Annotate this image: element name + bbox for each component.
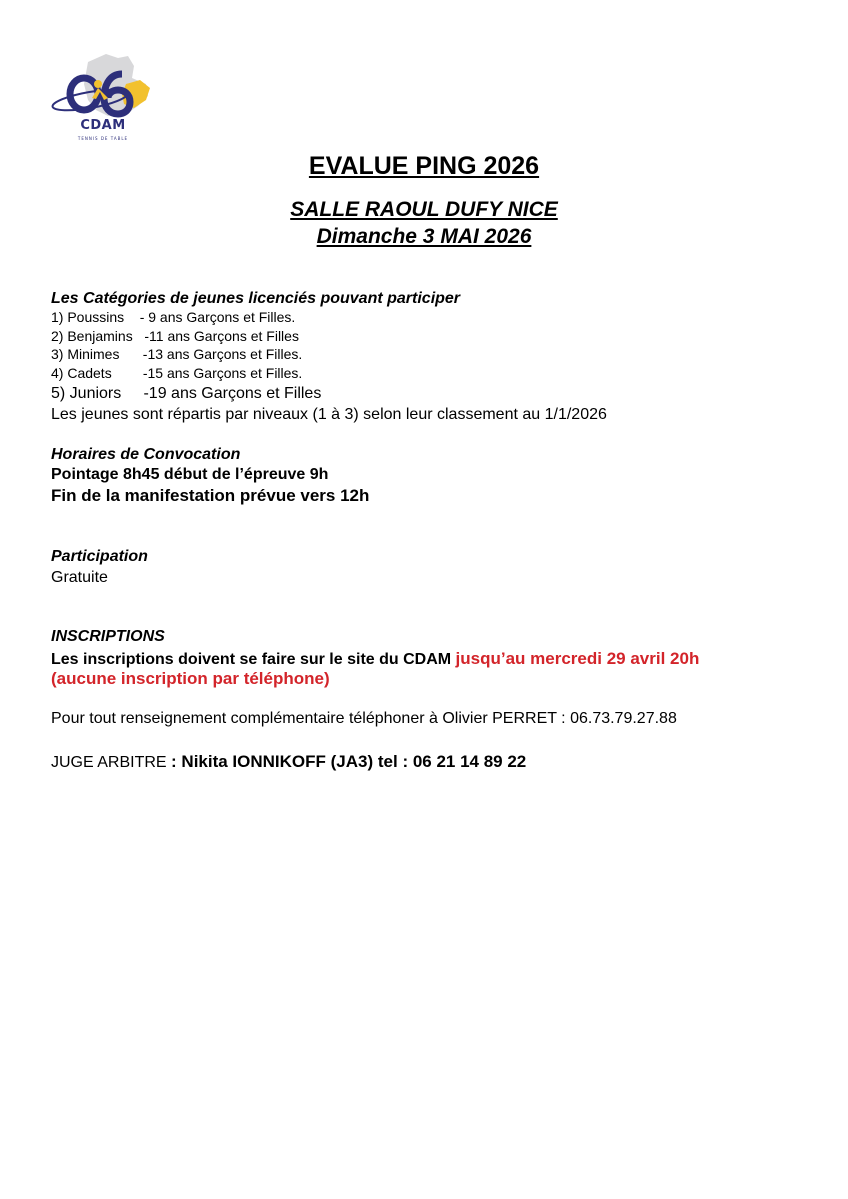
inscriptions-no-phone: (aucune inscription par téléphone) [51,669,330,688]
logo-subtitle: TENNIS DE TABLE [77,136,129,141]
inscriptions-line [51,649,699,669]
inscriptions-text: Les inscriptions doivent se faire sur le site du CDAM [51,651,456,668]
category-item: 4) Cadets -15 ans Garçons et Filles. [51,365,303,381]
schedule-end: Fin de la manifestation prévue vers 12h [51,486,370,505]
categories-note: Les jeunes sont répartis par niveaux (1 à 3) selon leur classement au 1/1/2026 [51,406,607,423]
document-title: EVALUE PING 2026 [308,152,540,180]
category-item: 3) Minimes -13 ans Garçons et Filles. [51,346,303,362]
logo-name: CDAM [80,118,126,133]
category-item: 2) Benjamins -11 ans Garçons et Filles [51,328,299,344]
referee-line [51,752,526,772]
participation-value: Gratuite [51,569,108,586]
participation-heading: Participation [51,548,148,565]
category-item: 5) Juniors -19 ans Garçons et Filles [51,385,322,402]
referee-details: : Nikita IONNIKOFF (JA3) tel : 06 21 14 89 22 [171,752,527,771]
contact-info: Pour tout renseignement complémentaire téléphoner à Olivier PERRET : 06.73.79.27.88 [51,710,677,727]
date-title: Dimanche 3 MAI 2026 [316,225,532,248]
categories-heading: Les Catégories de jeunes licenciés pouvant participer [51,290,461,307]
referee-label: JUGE ARBITRE [51,754,172,771]
logo-graphic [48,48,158,148]
cdam-logo [48,48,158,148]
venue-title: SALLE RAOUL DUFY NICE [290,198,558,221]
inscriptions-deadline: jusqu’au mercredi 29 avril 20h [455,649,700,668]
schedule-heading: Horaires de Convocation [51,446,241,463]
category-item: 1) Poussins - 9 ans Garçons et Filles. [51,309,296,325]
inscriptions-heading: INSCRIPTIONS [51,628,165,645]
schedule-checkin: Pointage 8h45 début de l’épreuve 9h [51,466,329,483]
